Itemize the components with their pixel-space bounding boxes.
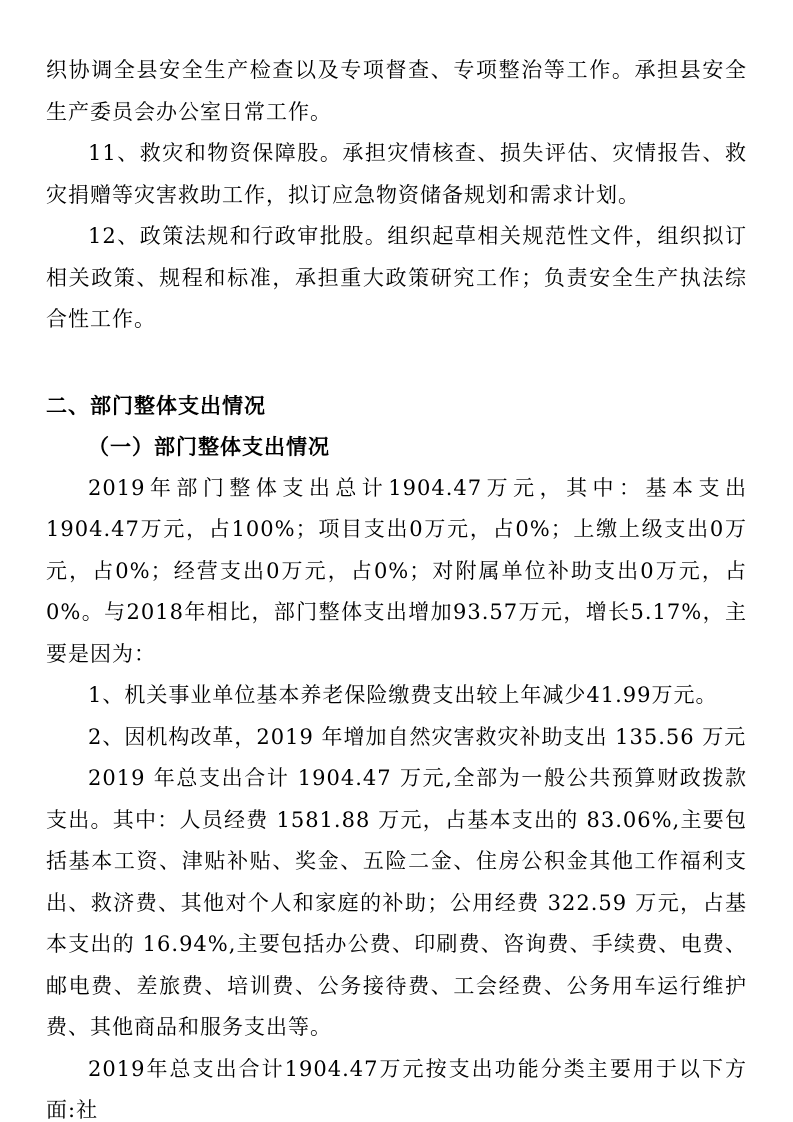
paragraph-expenditure-overview: 2019年部门整体支出总计1904.47万元，其中：基本支出1904.47万元，占100%；项目支出0万元，占0%；上缴上级支出0万元，占0%；经营支出0万元，占0%；对附属单位补助支出0万元，占0%。与2018年相比，部门整体支出增加93.57万元，增长5.17%，主要是因为： [46,475,747,666]
paragraph-reason-1: 1、机关事业单位基本养老保险缴费支出较上年减少41.99万元。 [88,683,718,707]
paragraph-expense-detail: 2019 年总支出合计 1904.47 万元,全部为一般公共预算财政拨款支出。其中：人员经费 1581.88 万元，占基本支出的 83.06%,主要包括基本工资、津贴补贴、奖金、五险二金、住房公积金其他工作福利支出、救济费、其他对个人和家庭的补助；公用经费 322.59 万元，占基本支出的 16.94%,主要包括办公费、印刷费、咨询费、手续费、电费、邮电费、差旅费、培训费、公务接待费、工会经费、公务用车运行维护费、其他商品和服务支出等。 [46,766,747,1039]
subsection-heading: （一）部门整体支出情况 [88,434,330,459]
paragraph-reason-2: 2、因机构改革，2019 年增加自然灾害救灾补助支出 135.56 万元 [88,724,747,749]
paragraph-function-classification: 2019年总支出合计1904.47万元按支出功能分类主要用于以下方面:社 [46,1056,747,1122]
section-heading: 二、部门整体支出情况 [46,392,266,418]
paragraph-item-11: 11、救灾和物资保障股。承担灾情核查、损失评估、灾情报告、救灾捐赠等灾害救助工作，拟订应急物资储备规划和需求计划。 [46,141,747,207]
paragraph-duty-continuation: 织协调全县安全生产检查以及专项督查、专项整治等工作。承担县安全生产委员会办公室日常工作。 [46,58,747,124]
paragraph-item-12: 12、政策法规和行政审批股。组织起草相关规范性文件，组织拟订相关政策、规程和标准，承担重大政策研究工作；负责安全生产执法综合性工作。 [46,224,747,331]
